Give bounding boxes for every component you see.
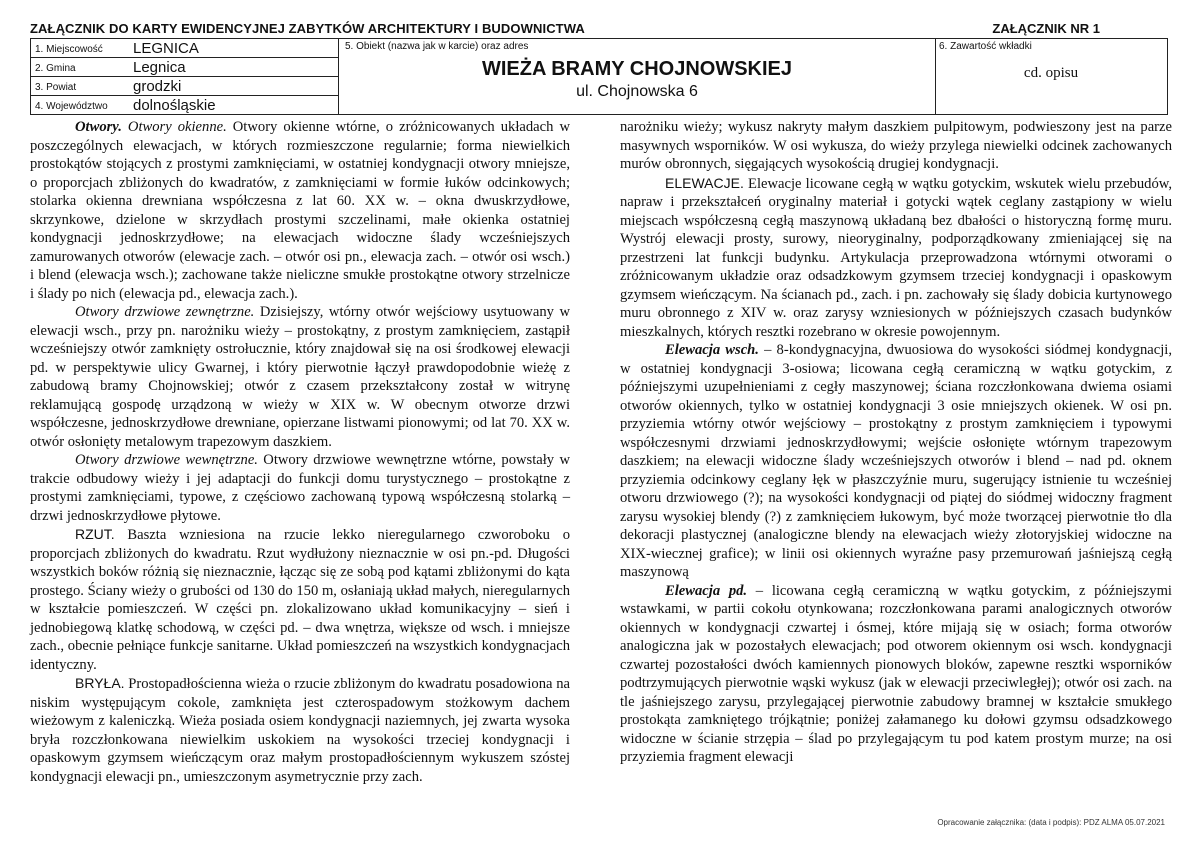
content-cell [935, 39, 1167, 114]
subsection-lead: Elewacja wsch. [665, 342, 759, 358]
paragraph-text: Prostopadłościenna wieża o rzucie zbliżonym do kwadratu posadowiona na niskim występującym cokole, zamknięta jest czterospadowym stożkowym dachem wieżowym z kaleniczką. Wieża posiada osiem kondygnacji naziemnych, jej zwarta wysoka bryła rozczłonkowana niewielkim uskokiem na wysokości trzeciej kondygnacji i opaskowym gzymsem wieńczącym oraz małym prostopadłościennym wykuszem szóstej kondygnacji elewacji pn., umieszczonym asymetrycznie przy zach. [30, 676, 570, 785]
paragraph-text: Elewacje licowane cegłą w wątku gotyckim, wskutek wielu przebudów, napraw i przekształceń oryginalny materiał i gotycki wątek ceglany zastąpiony w wielu miejscach współczesną cegłą maszynową układaną bez dbałości o historyczną formę muru. Wystrój elewacji prosty, surowy, nieoryginalny, podporządkowany zmieniającej się na przestrzeni lat funkcji budynku. Artykulacja przeprowadzona wtórnymi otworami o zróżnicowanym układzie oraz odsadzkowym gzymsem trzeciej kondygnacji i opaskowym gzymsem wieńczącym. Na ścianach pd., zach. i pn. zachowały się ślady dobicia kurtynowego muru obronnego z XIV w. oraz zarysy wzniesionych w późniejszych czasach budynków mieszkalnych, których resztki rozebrano w okresie powojennym. [620, 175, 1172, 340]
paragraph-continuation [620, 118, 1172, 174]
paragraph-window-openings [30, 118, 570, 303]
field-row-commune [31, 58, 338, 77]
paragraph-text: Otwory drzwiowe wewnętrzne wtórne, powstały w trakcie odbudowy wieży i jej adaptacji do funkcji domu turystycznego – prostokątne z prostymi zamknięciami, typowe, z częściowo zachowaną typową współczesną stolarką – drzwi jednoskrzydłowe płytowe. [30, 452, 570, 524]
section-lead: Otwory. [75, 119, 122, 135]
field-row-voivodeship [31, 96, 338, 115]
content-label: 6. Zawartość wkładki [939, 41, 1032, 52]
subsection-lead: Elewacja pd. [665, 582, 748, 599]
paragraph-massing [30, 674, 570, 786]
paragraph-internal-doors [30, 451, 570, 525]
field-value: dolnośląskie [133, 97, 216, 114]
right-column [620, 118, 1172, 767]
field-label: 4. Województwo [35, 101, 108, 112]
document-title: ZAŁĄCZNIK DO KARTY EWIDENCYJNEJ ZABYTKÓW ARCHITEKTURY I BUDOWNICTWA [30, 21, 585, 36]
field-value: LEGNICA [133, 40, 199, 57]
paragraph-plan [30, 525, 570, 674]
paragraph-text: Dzisiejszy, wtórny otwór wejściowy usytuowany w elewacji wsch., przy pn. narożniku wieży – prostokątny, z prostym zamknięciem, zastąpił wcześniejszy otwór zamknięty ostrołucznie, który znajdował się na osi środkowej elewacji pd. w perspektywie ulicy Gwarnej, i który pierwotnie łączył prawdopodobnie wieżę z zabudową bramy Chojnowskiej; otwór z czasem przekształcony został w witrynę reklamującą gospodę urządzoną w wieży w XIX w. W obecnym otworze drzwi współczesne, jednoskrzydłowe drewniane, opierzane listwami pionowymi; od lat 70. XX w. otwór osłonięty metalowym trapezowym daszkiem. [30, 304, 571, 450]
paragraph-east-elevation [620, 341, 1172, 582]
paragraph-external-doors [30, 303, 570, 451]
section-heading: RZUT. [75, 526, 115, 542]
subsection-lead: Otwory okienne. [127, 119, 227, 135]
paragraph-text: Otwory okienne wtórne, o zróżnicowanych układach w poszczególnych elewacjach, w których rozmieszczone regularnie; forma niewielkich prostokątów stojących z prostymi zamknięciami, w ostatniej kondygnacji otwory mniejsze, o proporcjach zbliżonych do kwadratów, z zamknięciami w formie łuków odcinkowych; stolarka okienna drewniana współczesna z lat 60. XX w. – okna dwuskrzydłowe, skrzynkowe, dzielone w skrzydłach prostymi szczelinami, małe okienka ostatniej kondygnacji jednoskrzydłowe; na elewacjach widoczne ślady wcześniejszych zamurowanych otworów (elewacje zach. – otwór osi pn., elewacja zach. – otwór osi wsch.) i blend (elewacja wsch.); zachowane także nieliczne smukłe prostokątne otwory strzelnicze i ślady po nich (elewacja pd., elewacja zach.). [30, 119, 570, 302]
paragraph-text: – licowana cegłą ceramiczną w wątku gotyckim, z późniejszymi wstawkami, w partii cokołu otynkowana; rozczłonkowana parami analogicznych otworów okiennych w kondygnacji czwartej i ósmej, które mijają się w osiach; forma otworów analogiczna jak w pozostałych elewacjach; pod otworem okiennym osi wsch. kondygnacji czwartej pozostałości dwóch kamiennych pionowych bloków, zapewne resztki wsporników podtrzymujących pierwotnie wąski wykusz (jak w elewacji przeciwległej); otwór osi zach. na tle jaśniejszego zarysu, przylegającej pierwotnie zabudowy bramnej w kształcie smukłego prostokąta zamkniętego trójkątnie; poniżej załamanego ku dołowi gzymsu odsadzkowego widoczne w ścianie strzępia – ślad po przylegającym tu pod katem prostym murze; na osi przyziemia fragment elewacji [620, 582, 1172, 765]
content-value: cd. opisu [1023, 65, 1079, 81]
footer-credit: Opracowanie załącznika: (data i podpis): PDZ ALMA 05.07.2021 [937, 818, 1165, 827]
paragraph-text: – 8-kondygnacyjna, dwuosiowa do wysokości siódmej kondygnacji, w ostatniej kondygnacji 3-osiowa; licowana cegłą ceramiczną w wątku gotyckim, z późniejszymi uzupełnieniami z cegły maszynowej; ściana rozczłonkowana dwiema osiami otworów okiennych, tylko w ostatniej kondygnacji 3 osie mniejszych okienek. W osi pn. przyziemia wtórny otwór wejściowy – prostokątny z prostym zamknięciem i typowymi współczesnymi drzwiami jednoskrzydłowymi; wejście osłonięte wtórnym trapezowym daszkiem; na elewacji widoczne ślady wcześniejszych otworów i blend – nad pd. oknem przyziemia odcinkowy ceglany łęk w płaszczyźnie muru, sugerujący istnienie tu wcześniej otworu drzwiowego (?); na wysokości kondygnacji od piątej do siódmej widoczny fragment zarysu wysokiej blendy (?) z zamknięciem łukowym, być może tworzącej pierwotnie tło dla dekoracji plastycznej (analogiczne blendy na elewacjach wieży złotoryjskiej widoczne na XIX-wiecznej grafice); w linii osi okiennych wyraźne pasy przemurowań jaśniejszą cegłą maszynową [620, 342, 1172, 580]
field-value: grodzki [133, 78, 182, 95]
field-value: Legnica [133, 59, 186, 76]
field-label: 1. Miejscowość [35, 44, 103, 55]
paragraph-text: narożniku wieży; wykusz nakryty małym daszkiem pulpitowym, podwieszony jest na parze masywnych wsporników. W osi wykusza, do wieży przylega niewielki odcinek zachowanych murów obronnych, sięgających wysokością drugiej kondygnacji. [620, 119, 1172, 172]
paragraph-south-elevation [620, 582, 1172, 767]
field-label: 3. Powiat [35, 82, 77, 93]
object-cell [338, 39, 936, 114]
object-address: ul. Chojnowska 6 [576, 83, 698, 100]
section-heading: ELEWACJE. [665, 174, 744, 191]
object-name: WIEŻA BRAMY CHOJNOWSKIEJ [481, 58, 793, 80]
subsection-lead: Otwory drzwiowe wewnętrzne. [75, 452, 258, 468]
field-label: 2. Gmina [35, 63, 76, 74]
subsection-lead: Otwory drzwiowe zewnętrzne. [75, 304, 255, 320]
object-label: 5. Obiekt (nazwa jak w karcie) oraz adres [345, 41, 529, 52]
header-box [30, 38, 1168, 115]
attachment-number: ZAŁĄCZNIK NR 1 [992, 21, 1100, 36]
left-column [30, 118, 570, 786]
section-heading: BRYŁA. [75, 675, 125, 691]
field-row-locality [31, 39, 338, 58]
paragraph-elevations [620, 174, 1172, 342]
field-row-county [31, 77, 338, 96]
paragraph-text: Baszta wzniesiona na rzucie lekko nieregularnego czworoboku o proporcjach zbliżonych do kwadratu. Rzut wydłużony nieznacznie w osi pn.-pd. Długości wszystkich boków różnią się nieznacznie, łącząc się ze sobą pod kątami zbliżonymi do kąta prostego. Ściany wieży o grubości od 130 do 150 m, osłaniają układ małych, nieregularnych w kształcie pomieszczeń. W części pn. zlokalizowano układ komunikacyjny – sień i jednobiegową klatkę schodową, w części pd. – dwa wnętrza, większe od wsch. i mniejsze zach., obecnie pełniące funkcje sanitarne. Układ pomieszczeń na wszystkich kondygnacjach identyczny. [30, 527, 570, 673]
